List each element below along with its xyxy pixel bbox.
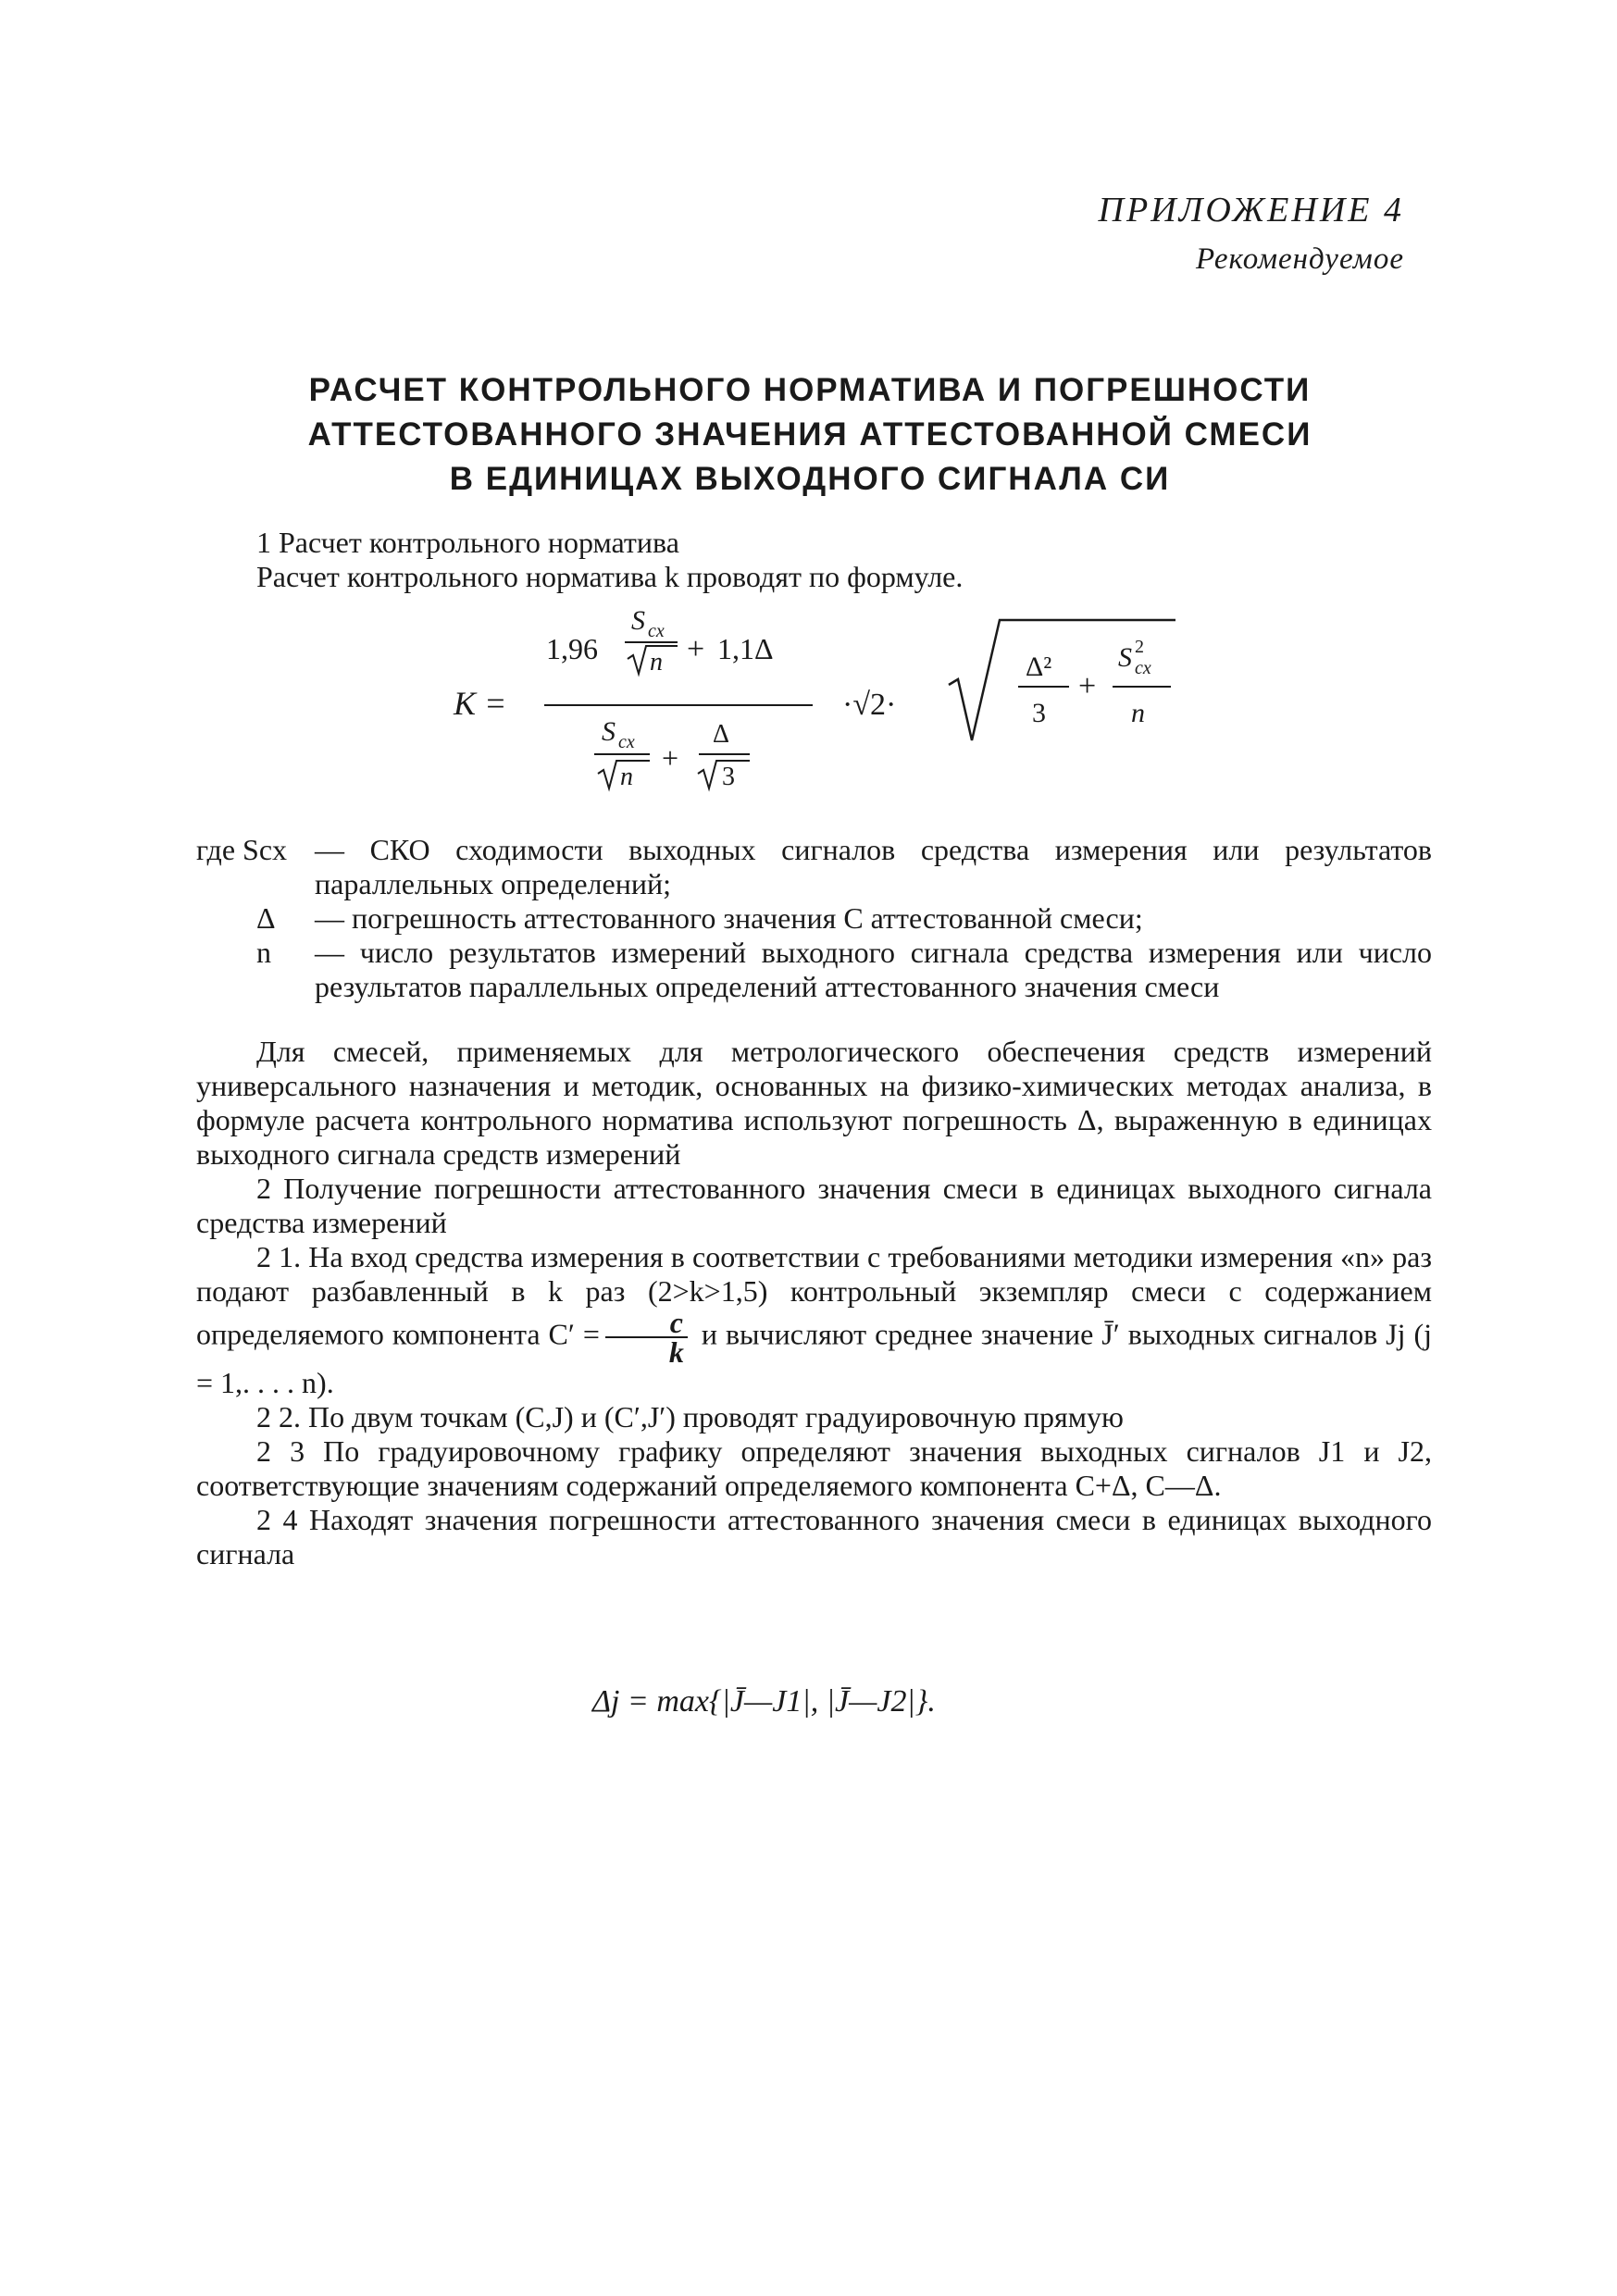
formula-delta-sq: Δ² (1026, 652, 1052, 682)
section-1-intro: Расчет контрольного норматива k проводят по формуле. (256, 560, 964, 593)
definition-text: — СКО сходимости выходных сигналов средства измерения или результатов параллельных определений; (315, 833, 1432, 900)
title-line-3: В ЕДИНИЦАХ ВЫХОДНОГО СИГНАЛА СИ (449, 461, 1171, 497)
formula-plus-3: + (1078, 669, 1097, 703)
formula-plus-2: + (662, 741, 679, 775)
formula-n-root: n (1131, 698, 1145, 728)
formula-s-sub-root: cx (1135, 658, 1151, 678)
paragraph-2-1 (196, 1240, 1432, 1400)
section-1-heading: 1 Расчет контрольного норматива (256, 526, 679, 559)
definitions-list (196, 833, 1432, 1004)
paragraph-2-3: 2 3 По градуировочному графику определяют значения выходных сигналов J1 и J2, соответствующие значениям содержаний определяемого компонента С+Δ, С—Δ. (196, 1434, 1432, 1502)
section-1 (196, 526, 1432, 594)
formula-delta-den: Δ (713, 720, 730, 749)
title-line-1: РАСЧЕТ КОНТРОЛЬНОГО НОРМАТИВА И ПОГРЕШНОСТИ (308, 372, 1312, 408)
error-formula: Δj = max{|J̄—J1|, |J̄—J2|}. (592, 1684, 936, 1719)
definition-symbol: n (256, 936, 271, 969)
section-body (196, 1035, 1432, 1571)
formula-lhs: K = (454, 685, 507, 722)
paragraph-mixtures: Для смесей, применяемых для метрологического обеспечения средств измерений универсального назначения и методик, основанных на физико-химических методах анализа, в формуле расчета контрольного норматива используют погрешность Δ, выраженную в единицах выходного сигнала средств измерений (196, 1035, 1432, 1171)
formula-n-1: n (650, 648, 663, 676)
formula-plus-1: + (687, 632, 705, 666)
paragraph-2-1-b: и вычисляют среднее значение J̄′ выходных сигналов Jj (j = 1,. . . . n). (196, 1317, 1432, 1399)
definition-text: — число результатов измерений выходного сигнала средства измерения или число результатов параллельных определений аттестованного значения смеси (315, 936, 1432, 1003)
formula-coef: 1,96 (546, 632, 598, 665)
fraction-numerator: c (605, 1309, 688, 1338)
paragraph-2-4: 2 4 Находят значения погрешности аттестованного значения смеси в единицах выходного сигнала (196, 1503, 1432, 1570)
definition-symbol: Δ (256, 901, 276, 935)
formula-s-sub-den: cx (618, 732, 635, 752)
paragraph-2-1-a: 2 1. На вход средства измерения в соответствии с требованиями методики измерения «n» раз подают разбавленный в k раз (2>k>1,5) контрольный экземпляр смеси с содержанием определяемого компонента C′ = (196, 1240, 1432, 1351)
formula-s-sup-root: 2 (1135, 637, 1144, 657)
title-line-2: АТТЕСТОВАННОГО ЗНАЧЕНИЯ АТТЕСТОВАННОЙ СМЕСИ (307, 416, 1312, 453)
definition-n (196, 936, 1432, 1004)
formula-n-2: n (620, 763, 633, 791)
document-title (213, 368, 1407, 502)
section-2-heading: 2 Получение погрешности аттестованного значения смеси в единицах выходного сигнала средства измерений (196, 1172, 1432, 1239)
formula-three-root: 3 (1032, 698, 1046, 728)
appendix-status: Рекомендуемое (1195, 242, 1404, 276)
formula-three-den: 3 (722, 763, 735, 791)
formula-s-num: S (631, 605, 645, 636)
definition-text: — погрешность аттестованного значения С аттестованной смеси; (315, 901, 1143, 935)
formula-s-sub-num: cx (648, 621, 665, 641)
appendix-label: ПРИЛОЖЕНИЕ 4 (1098, 191, 1404, 230)
fraction-c-over-k (605, 1306, 688, 1369)
formula-s-root: S (1118, 642, 1132, 673)
formula-s-den: S (602, 716, 616, 747)
formula-term: 1,1Δ (717, 632, 774, 665)
definition-scx (196, 833, 1432, 901)
definition-delta (196, 901, 1432, 936)
fraction-denominator: k (668, 1335, 684, 1369)
paragraph-2-2: 2 2. По двум точкам (С,J) и (C′,J′) проводят градуировочную прямую (256, 1400, 1124, 1433)
control-standard-formula (435, 602, 1194, 814)
definition-symbol: где Scx (196, 833, 288, 866)
formula-sqrt2: ·√2· (842, 688, 897, 722)
